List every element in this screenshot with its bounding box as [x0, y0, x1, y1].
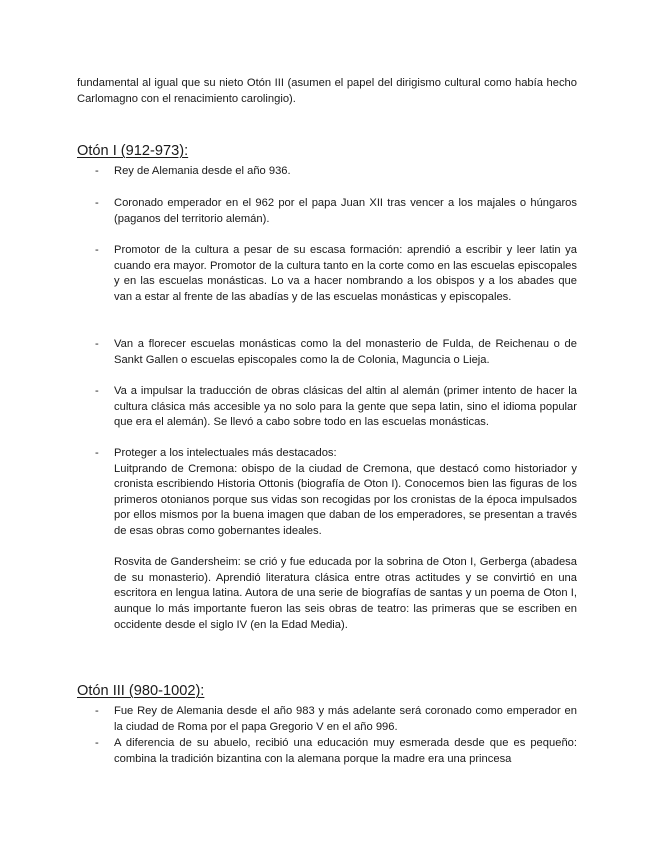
list-item	[95, 704, 577, 735]
list-item	[95, 196, 577, 227]
list-item	[95, 446, 577, 633]
bullet-dash: -	[95, 165, 99, 177]
bullet-dash: -	[95, 338, 99, 350]
list-item-text: Promotor de la cultura a pesar de su escasa formación: aprendió a escribir y leer latin ya cuando era mayor. Promotor de la cultura tanto en la corte como en las escuelas episcopales y en las escuelas monásticas. Lo va a hacer nombrando a los obispos y a los abades que van a estar al frente de las abadías y de las escuelas monásticas y episcopales.	[114, 244, 577, 303]
list-item	[95, 164, 577, 180]
heading-oton-i: Otón I (912-973):	[77, 143, 189, 159]
protect-lead: Proteger a los intelectuales más destacados:	[114, 447, 337, 459]
list-item-text: A diferencia de su abuelo, recibió una educación muy esmerada desde que es pequeño: combina la tradición bizantina con la alemana porque la madre era una princesa	[114, 737, 577, 765]
list-item-text: Coronado emperador en el 962 por el papa Juan XII tras vencer a los majales o húngaros (paganos del territorio alemán).	[114, 197, 577, 225]
bullet-dash: -	[95, 705, 99, 717]
bullet-dash: -	[95, 737, 99, 749]
list-item	[95, 736, 577, 767]
list-item	[95, 384, 577, 431]
bullet-dash: -	[95, 197, 99, 209]
liutprando-paragraph: Luitprando de Cremona: obispo de la ciudad de Cremona, que destacó como historiador y cronista escribiendo Historia Ottonis (biografía de Oton I). Conocemos bien las figuras de los primeros otonianos porque sus vidas son recogidas por los cronistas de la época impulsados por ellos mismos por la buena imagen que daban de los emperadores, se presentan a través de esas obras como gobernantes ideales.	[114, 462, 577, 537]
rosvita-paragraph: Rosvita de Gandersheim: se crió y fue educada por la sobrina de Oton I, Gerberga (abadesa de su monasterio). Aprendió literatura clásica entre otras actitudes y se convirtió en una escritora en lengua latina. Autora de una serie de biografías de santas y un poema de Oton I, aunque lo más importante fueron las seis obras de teatro: las primeras que se escriben en occidente desde el siglo IV (en la Edad Media).	[114, 556, 577, 631]
list-item-text: Van a florecer escuelas monásticas como la del monasterio de Fulda, de Reichenau o de Sankt Gallen o escuelas episcopales como la de Colonia, Maguncia o Lieja.	[114, 338, 577, 366]
list-item-text: Va a impulsar la traducción de obras clásicas del altin al alemán (primer intento de hacer la cultura clásica más accesible ya no solo para la gente que sepa latin, sino el idioma popular que era el alemán). Se llevó a cabo sobre todo en las escuelas monásticas.	[114, 385, 577, 429]
bullet-dash: -	[95, 447, 99, 459]
list-item	[95, 337, 577, 368]
bullet-dash: -	[95, 385, 99, 397]
bullet-dash: -	[95, 244, 99, 256]
list-item-text: Rey de Alemania desde el año 936.	[114, 165, 291, 177]
intro-paragraph: fundamental al igual que su nieto Otón III (asumen el papel del dirigismo cultural como había hecho Carlomagno con el renacimiento carolingio).	[77, 77, 577, 105]
list-item-text	[114, 446, 577, 633]
list-item	[95, 243, 577, 305]
list-item-text: Fue Rey de Alemania desde el año 983 y más adelante será coronado como emperador en la ciudad de Roma por el papa Gregorio V en el año 996.	[114, 705, 577, 733]
heading-oton-iii: Otón III (980-1002):	[77, 683, 205, 699]
